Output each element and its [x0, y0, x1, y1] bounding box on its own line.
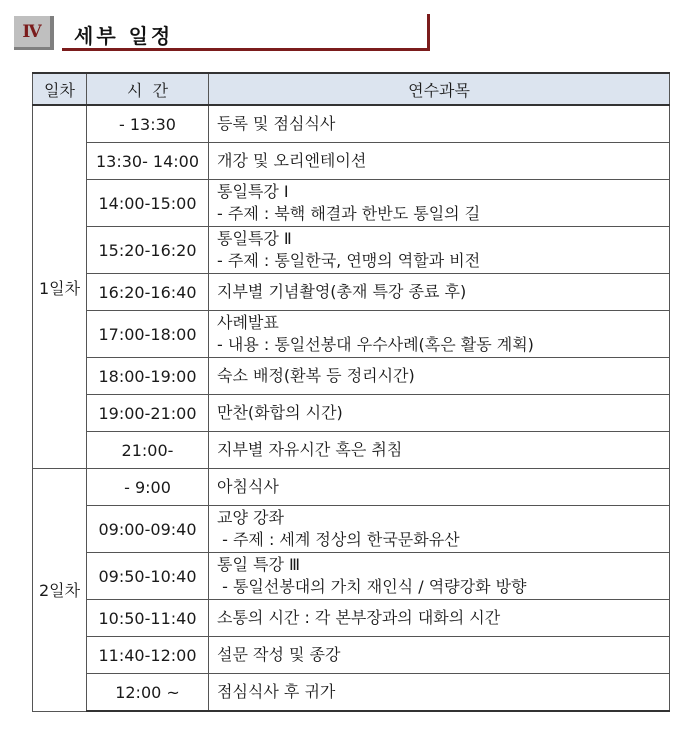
subject-cell [209, 180, 670, 227]
subject-detail: - 통일선봉대의 가치 재인식 / 역량강화 방향 [217, 577, 527, 596]
subject-cell [209, 358, 670, 395]
time-cell: 19:00-21:00 [87, 395, 209, 432]
subject-cell [209, 637, 670, 674]
time-cell: 09:50-10:40 [87, 553, 209, 600]
subject-cell [209, 143, 670, 180]
section-header [8, 14, 432, 52]
time-cell: 17:00-18:00 [87, 311, 209, 358]
table-row [33, 674, 670, 712]
subject-title: 사례발표 [217, 313, 279, 332]
subject-title: 등록 및 점심식사 [217, 114, 336, 133]
subject-cell [209, 553, 670, 600]
subject-title: 숙소 배정(환복 등 정리시간) [217, 366, 415, 385]
subject-cell [209, 600, 670, 637]
subject-cell [209, 105, 670, 143]
time-cell: - 13:30 [87, 105, 209, 143]
subject-cell [209, 469, 670, 506]
header-day: 일차 [33, 73, 87, 105]
time-cell: - 9:00 [87, 469, 209, 506]
subject-title: 점심식사 후 귀가 [217, 682, 336, 701]
subject-detail: - 주제 : 북핵 해결과 한반도 통일의 길 [217, 204, 481, 223]
subject-cell [209, 506, 670, 553]
table-row [33, 395, 670, 432]
time-cell: 11:40-12:00 [87, 637, 209, 674]
header-time: 시 간 [87, 73, 209, 105]
subject-title: 통일 특강 Ⅲ [217, 555, 301, 574]
table-row [33, 637, 670, 674]
table-row [33, 105, 670, 143]
schedule-body [33, 105, 670, 711]
table-row [33, 600, 670, 637]
section-title: 세부 일정 [74, 24, 174, 48]
time-cell: 15:20-16:20 [87, 227, 209, 274]
subject-detail: - 주제 : 세계 정상의 한국문화유산 [217, 530, 460, 549]
time-cell: 21:00- [87, 432, 209, 469]
time-cell: 13:30- 14:00 [87, 143, 209, 180]
section-number-badge: Ⅳ [14, 16, 54, 50]
table-row [33, 358, 670, 395]
table-row [33, 432, 670, 469]
table-row [33, 227, 670, 274]
table-row [33, 143, 670, 180]
subject-title: 통일특강 Ⅰ [217, 182, 289, 201]
day-label: 1일차 [33, 105, 87, 469]
section-right-rule [427, 14, 430, 51]
subject-cell [209, 674, 670, 712]
subject-title: 지부별 자유시간 혹은 취침 [217, 440, 403, 459]
time-cell: 18:00-19:00 [87, 358, 209, 395]
subject-title: 아침식사 [217, 477, 279, 496]
table-row [33, 553, 670, 600]
time-cell: 14:00-15:00 [87, 180, 209, 227]
table-header-row [33, 73, 670, 105]
subject-cell [209, 227, 670, 274]
subject-title: 소통의 시간 : 각 본부장과의 대화의 시간 [217, 608, 501, 627]
time-cell: 16:20-16:40 [87, 274, 209, 311]
subject-cell [209, 432, 670, 469]
table-row [33, 180, 670, 227]
table-row [33, 274, 670, 311]
table-row [33, 311, 670, 358]
section-underline [62, 48, 430, 51]
subject-title: 통일특강 Ⅱ [217, 229, 292, 248]
subject-title: 교양 강좌 [217, 508, 284, 527]
table-row [33, 469, 670, 506]
day-label: 2일차 [33, 469, 87, 712]
subject-title: 개강 및 오리엔테이션 [217, 151, 367, 170]
subject-detail: - 주제 : 통일한국, 연맹의 역할과 비전 [217, 251, 481, 270]
subject-detail: - 내용 : 통일선봉대 우수사례(혹은 활동 계획) [217, 335, 534, 354]
time-cell: 09:00-09:40 [87, 506, 209, 553]
schedule-table [32, 72, 670, 712]
subject-cell [209, 395, 670, 432]
subject-cell [209, 274, 670, 311]
header-subject: 연수과목 [209, 73, 670, 105]
subject-title: 설문 작성 및 종강 [217, 645, 341, 664]
table-row [33, 506, 670, 553]
subject-cell [209, 311, 670, 358]
subject-title: 지부별 기념촬영(총재 특강 종료 후) [217, 282, 467, 301]
subject-title: 만찬(화합의 시간) [217, 403, 343, 422]
time-cell: 12:00 ~ [87, 674, 209, 712]
time-cell: 10:50-11:40 [87, 600, 209, 637]
